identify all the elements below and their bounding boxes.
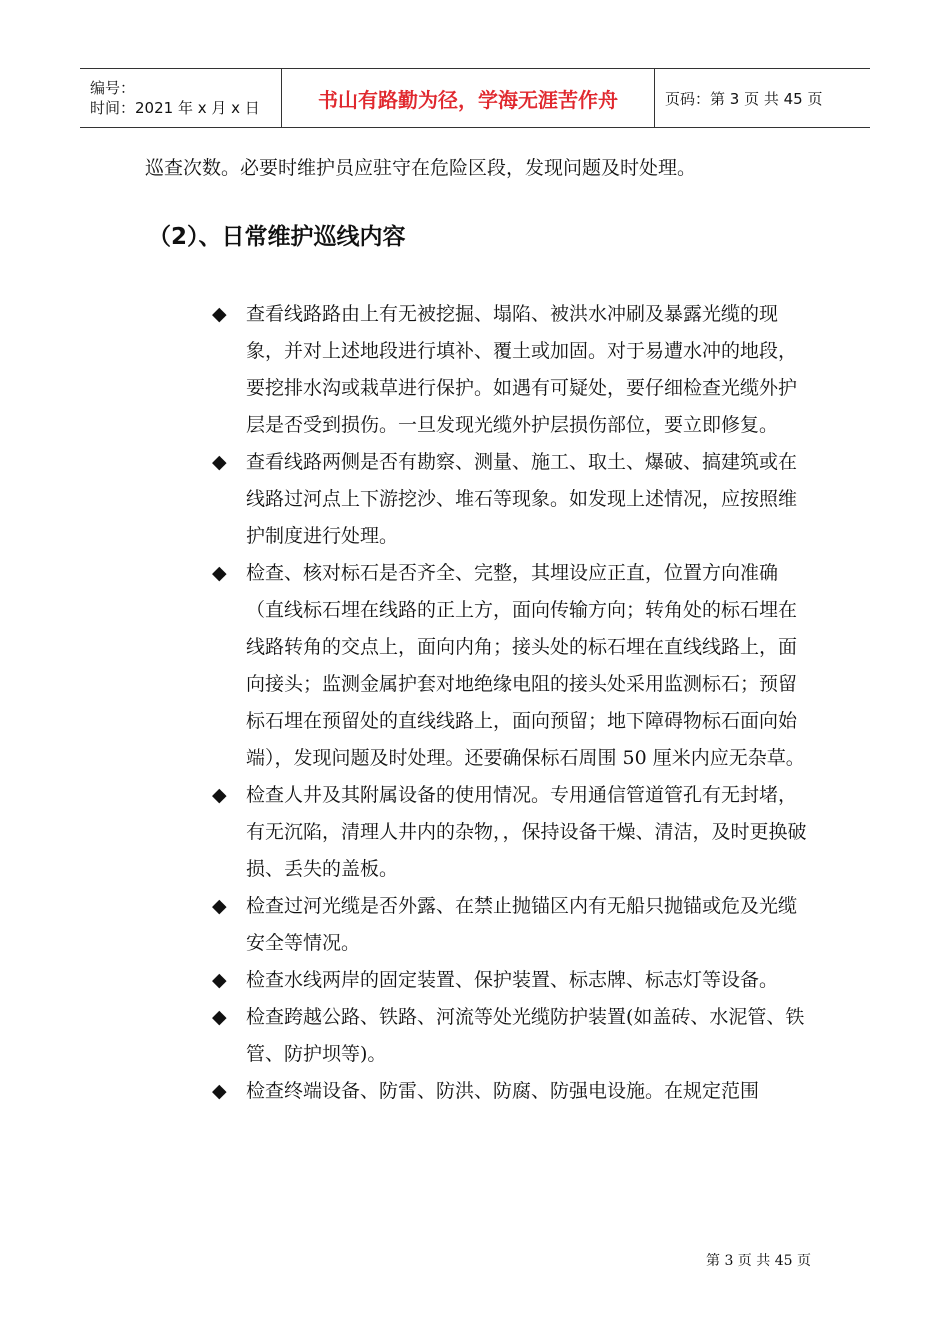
diamond-bullet-icon: ◆ [212,1006,227,1028]
list-item-text: 检查人井及其附属设备的使用情况。专用通信管道管孔有无封堵，有无沉陷，清理人井内的杂物，，保持设备干燥、清洁，及时更换破损、丢失的盖板。 [246,784,807,880]
diamond-bullet-icon: ◆ [212,784,227,806]
time-label: 时间：2021 年 x 月 x 日 [90,99,260,117]
number-label: 编号： [90,79,136,97]
list-item [212,999,812,1073]
motto-text: 书山有路勤为径，学海无涯苦作舟 [318,87,618,112]
list-item-text: 检查终端设备、防雷、防洪、防腐、防强电设施。在规定范围 [246,1080,760,1102]
page-footer: 第 3 页 共 45 页 [706,1253,811,1269]
list-item-text: 查看线路路由上有无被挖掘、塌陷、被洪水冲刷及暴露光缆的现象，并对上述地段进行填补、覆土或加固。对于易遭水冲的地段，要挖排水沟或栽草进行保护。如遇有可疑处，要仔细检查光缆外护层是否受到损伤。一旦发现光缆外护层损伤部位，要立即修复。 [246,303,798,436]
list-item-text: 检查过河光缆是否外露、在禁止抛锚区内有无船只抛锚或危及光缆安全等情况。 [246,895,798,954]
diamond-bullet-icon: ◆ [212,451,227,473]
diamond-bullet-icon: ◆ [212,895,227,917]
bullet-list [212,296,812,1110]
list-item-text: 检查、核对标石是否齐全、完整，其埋设应正直，位置方向准确（直线标石埋在线路的正上方，面向传输方向；转角处的标石埋在线路转角的交点上，面向内角；接头处的标石埋在直线线路上，面向接头；监测金属护套对地绝缘电阻的接头处采用监测标石；预留标石埋在预留处的直线线路上，面向预留；地下障碍物标石面向始端），发现问题及时处理。还要确保标石周围 50 厘米内应无杂草。 [246,562,805,769]
diamond-bullet-icon: ◆ [212,303,227,325]
list-item-text: 查看线路两侧是否有勘察、测量、施工、取土、爆破、搞建筑或在线路过河点上下游挖沙、堆石等现象。如发现上述情况，应按照维护制度进行处理。 [246,451,798,547]
header-page-info [655,69,870,127]
page-label: 页码：第 3 页 共 45 页 [665,89,823,108]
section-title: （2）、日常维护巡线内容 [148,224,406,250]
list-item-text: 检查水线两岸的固定装置、保护装置、标志牌、标志灯等设备。 [246,969,779,991]
header-motto [282,69,655,127]
list-item [212,444,812,555]
list-item [212,777,812,888]
intro-paragraph: 巡查次数。必要时维护员应驻守在危险区段，发现问题及时处理。 [145,157,697,179]
header-meta [80,69,282,127]
diamond-bullet-icon: ◆ [212,969,227,991]
diamond-bullet-icon: ◆ [212,562,227,584]
list-item [212,555,812,777]
list-item-text: 检查跨越公路、铁路、河流等处光缆防护装置(如盖砖、水泥管、铁管、防护坝等)。 [246,1006,805,1065]
diamond-bullet-icon: ◆ [212,1080,227,1102]
page-header [80,68,870,128]
list-item [212,962,812,999]
list-item [212,1073,812,1110]
list-item [212,296,812,444]
list-item [212,888,812,962]
